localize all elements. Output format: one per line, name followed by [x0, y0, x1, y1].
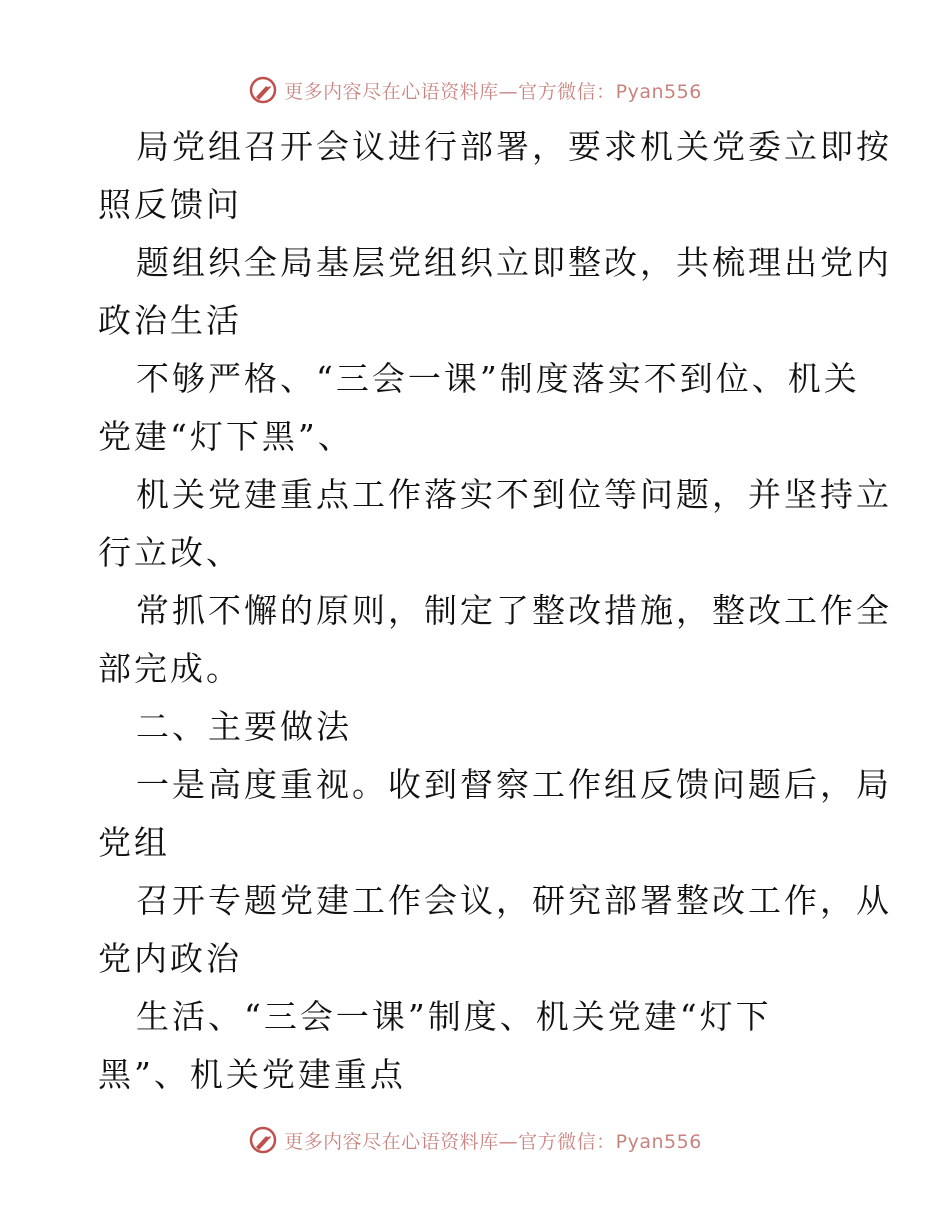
paragraph-line: 党内政治	[98, 939, 242, 978]
paragraph	[98, 872, 892, 988]
paragraph-line: 一是高度重视。收到督察工作组反馈问题后，局	[136, 765, 892, 804]
paragraph-line: 生活、“三会一课”制度、机关党建“灯下	[136, 997, 772, 1036]
paragraph	[98, 466, 892, 582]
paragraph	[98, 756, 892, 872]
pen-logo-icon	[248, 75, 278, 105]
paragraph-line: 照反馈问	[98, 185, 242, 224]
section-heading	[98, 698, 868, 756]
pen-logo-icon	[248, 1125, 278, 1155]
header-banner	[0, 72, 950, 108]
paragraph-line: 行立改、	[98, 533, 242, 572]
paragraph	[98, 234, 892, 350]
paragraph-line: 部完成。	[98, 649, 242, 688]
paragraph	[98, 988, 868, 1104]
paragraph-line: 机关党建重点工作落实不到位等问题，并坚持立	[136, 475, 892, 514]
footer-text: 更多内容尽在心语资料库—官方微信：Pyan556	[284, 1130, 702, 1153]
paragraph-line: 召开专题党建工作会议，研究部署整改工作，从	[136, 881, 892, 920]
paragraph-line: 黑”、机关党建重点	[98, 1055, 406, 1094]
paragraph-line: 常抓不懈的原则，制定了整改措施，整改工作全	[136, 591, 892, 630]
header-text: 更多内容尽在心语资料库—官方微信：Pyan556	[284, 80, 702, 103]
paragraph-line: 题组织全局基层党组织立即整改，共梳理出党内	[136, 243, 892, 282]
paragraph-line: 政治生活	[98, 301, 242, 340]
paragraph	[98, 582, 892, 698]
paragraph-line: 局党组召开会议进行部署，要求机关党委立即按	[136, 127, 892, 166]
document-body	[98, 118, 892, 1104]
paragraph-line: 党建“灯下黑”、	[98, 417, 354, 456]
paragraph-line: 党组	[98, 823, 170, 862]
footer-banner	[0, 1122, 950, 1158]
paragraph-line: 不够严格、“三会一课”制度落实不到位、机关	[136, 359, 860, 398]
paragraph	[98, 350, 868, 466]
paragraph	[98, 118, 892, 234]
section-heading-text: 二、主要做法	[136, 707, 352, 746]
